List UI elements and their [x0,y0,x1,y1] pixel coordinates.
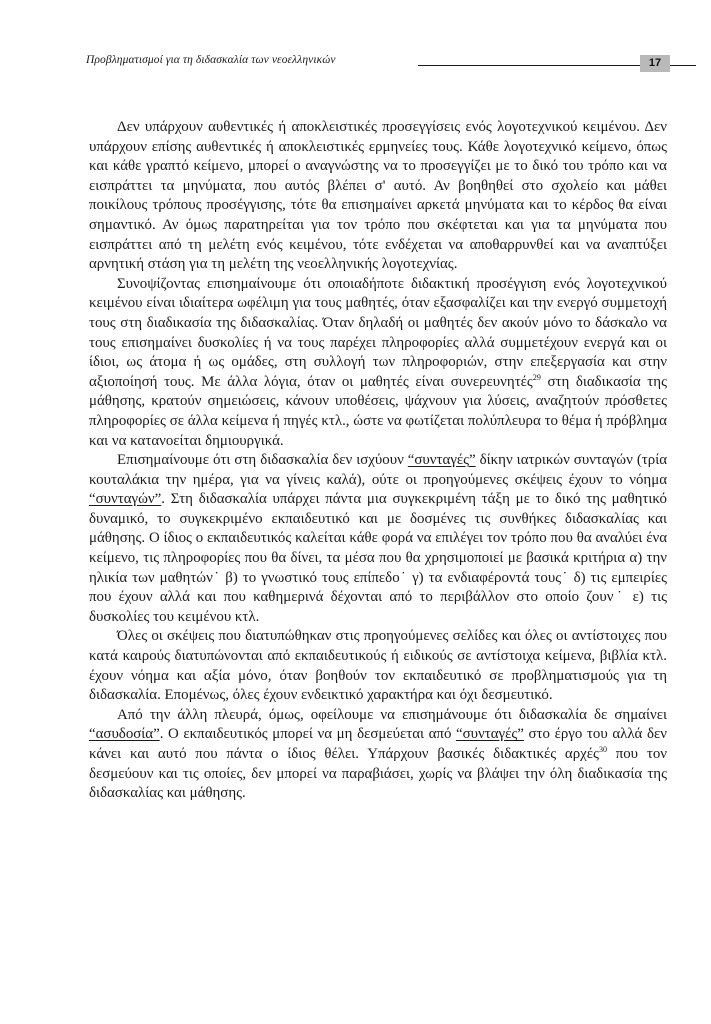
running-title: Προβληματισμοί για τη διδασκαλία των νεοελληνικών [86,54,336,66]
footnote-ref-30[interactable]: 30 [598,745,607,755]
text-run: δίκην ιατρικών συνταγών (τρία κουταλάκια την ημέρα, για να γίνεις καλά), ούτε οι προηγούμενες σκέψεις έχουν το νόημα [89,452,668,488]
text-run: στο έργο του αλλά δεν κάνει και αυτό που πάντα ο ίδιος θέλει. Υπάρχουν βασικές διδακτικές αρχές [89,726,667,762]
text-run: Συνοψίζοντας επισημαίνουμε ότι οποιαδήποτε διδακτική προσέγγιση ενός λογοτεχνικού κειμένου είναι ιδιαίτερα ωφέλιμη για τους μαθητές, όταν εξασφαλίζει και την ενεργό συμμετοχή τους στη διαδικασία της διδασκαλίας. Όταν δηλαδή οι μαθητές δεν ακούν μόνο το δάσκαλο να τους επισημαίνει δυσκολίες ή να τους παρέχει πληροφορίες αλλά συμμετέχουν ενεργά και οι ίδιοι, ως άτομα ή ως ομάδες, στη συλλογή των πληροφοριών, στην επεξεργασία και στην αξιοποίησή τους. Με άλλα λόγια, όταν οι μαθητές είναι συνερευνητές [89,275,667,390]
footnote-ref-29[interactable]: 29 [532,372,541,382]
text-run: Από την άλλη πλευρά, όμως, οφείλουμε να επισημάνουμε ότι διδασκαλία δε σημαίνει [117,706,667,723]
text-run: Όλες οι σκέψεις που διατυπώθηκαν στις προηγούμενες σελίδες και όλες οι αντίστοιχες που κατά καιρούς διατυπώνονται από εκπαιδευτικούς ή ειδικούς σε αντίστοιχα κείμενα, βιβλία κτλ. έχουν νόημα και αξία μόνο, όταν βοηθούν τον εκπαιδευτικό σε προβληματισμούς για τη διδασκαλία. Επομένως, όλες έχουν ενδεικτικό χαρακτήρα και όχι δεσμευτικό. [89,628,667,704]
paragraph [89,627,667,705]
underlined-term: “συνταγών” [89,491,162,508]
running-header [86,52,672,74]
text-run: στη διαδικασία της μάθησης, κρατούν σημειώσεις, κάνουν υποθέσεις, ψάχνουν για λύσεις, αναζητούν πρόσθετες πληροφορίες σε άλλα κείμενα ή πηγές κτλ., ώστε να φωτίζεται πολύπλευρα το θέμα ή πρόβλημα και να κατανοείται δημιουργικά. [89,373,667,449]
paragraph [89,451,667,627]
underlined-term: “ασυδοσία” [89,726,160,743]
page-number: 17 [640,55,670,72]
paragraph [89,706,667,804]
underlined-term: “συνταγές” [407,452,476,469]
text-run: . Στη διδασκαλία υπάρχει πάντα μια συγκεκριμένη τάξη με το δικό της μαθητικό δυναμικό, το συγκεκριμένο εκπαιδευτικό και με δοσμένες τις συνθήκες διδασκαλίας και μάθησης. Ο ίδιος ο εκπαιδευτικός καλείται κάθε φορά να επιλέγει τον τρόπο που θα αναλύει ένα κείμενο, τις πληροφορίες που θα δίνει, τα μέσα που θα χρησιμοποιεί με βασικά κριτήρια α) την ηλικία των μαθητών˙ β) το γνωστικό τους επίπεδο˙ γ) τα ενδιαφέροντά τους˙ δ) τις εμπειρίες που έχουν αλλά και που καθημερινά δέχονται από το περιβάλλον στο οποίο ζουν˙ ε) τις δυσκολίες του κειμένου κτλ. [89,491,667,625]
text-run: . Ο εκπαιδευτικός μπορεί να μη δεσμεύεται από [159,726,457,743]
body-text [89,118,667,804]
text-run: Δεν υπάρχουν αυθεντικές ή αποκλειστικές προσεγγίσεις ενός λογοτεχνικού κειμένου. Δεν υπάρχουν επίσης αυθεντικές ή αποκλειστικές ερμηνείες τους. Κάθε λογοτεχνικό κείμενο, όπως και κάθε γραπτό κείμενο, μπορεί ο αναγνώστης να το προσεγγίζει με το δικό του τρόπο και να εισπράττει τα μηνύματα, που αυτός βλέπει σ' αυτό. Αν βοηθηθεί στο σχολείο και μάθει ποικίλους τρόπους προσέγγισης, τότε θα επισημαίνει αρκετά μηνύματα και το κέρδος θα είναι σημαντικό. Αν όμως παρατηρείται για τον τρόπο που σκέφτεται και για τα μηνύματα που εισπράττει από τη μελέτη ενός κειμένου, τότε ενδέχεται να αποθαρρυνθεί και να αναπτύξει αρνητική στάση για τη μελέτη της νεοελληνικής λογοτεχνίας. [89,119,667,273]
underlined-term: “συνταγές” [456,726,524,743]
paragraph [89,275,667,451]
text-run: Επισημαίνουμε ότι στη διδασκαλία δεν ισχύουν [117,452,408,469]
text-run: που τον δεσμεύουν και τις οποίες, δεν μπορεί να παραβιάσει, χωρίς να βλάψει την όλη διαδικασία της διδασκαλίας και μάθησης. [89,746,667,802]
paragraph [89,118,667,275]
